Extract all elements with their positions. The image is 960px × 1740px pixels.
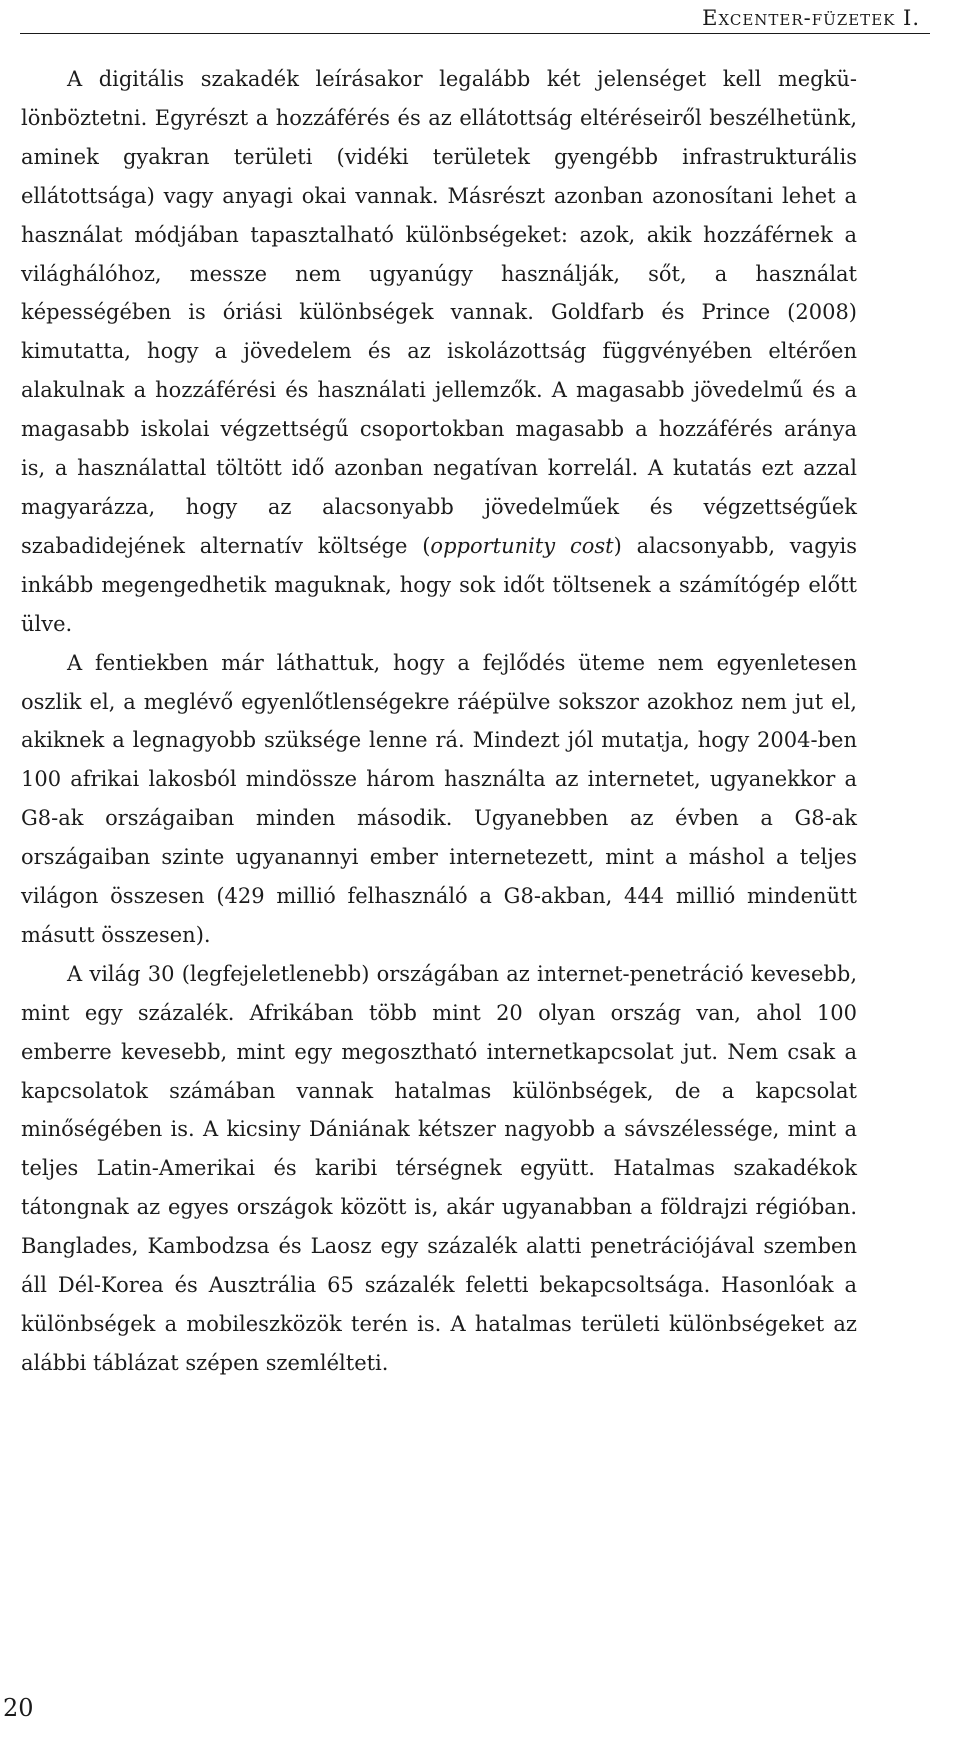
header-rule xyxy=(20,33,930,34)
page-number: 20 xyxy=(3,1694,34,1722)
running-head-title: Excenter-füzetek I. xyxy=(702,6,920,30)
body-text xyxy=(21,60,857,1383)
paragraph-3: A világ 30 (legfejeletlenebb) országában az internet-penetráció kevesebb, mint egy százalék. Afrikában több mint 20 olyan ország van, ahol 100 emberre kevesebb, mint egy megosztható internetkapcsolat jut. Nem csak a kapcsolatok számában vannak hatalmas különbségek, de a kapcsolat minőségében is. A kicsiny Dániának kétszer nagyobb a sávszélessége, mint a teljes Latin-Amerikai és karibi térségnek együtt. Hatalmas szakadékok tátongnak az egyes országok között is, akár ugyanabban a földrajzi régióban. Banglades, Kambodzsa és Laosz egy százalék alatti penetrációjával szemben áll Dél-Korea és Ausztrália 65 százalék feletti bekapcsoltsága. Hasonlóak a különbségek a mobileszközök terén is. A hatalmas területi különbségeket az alábbi táblázat szépen szemlélteti. xyxy=(21,961,857,1375)
paragraph-2: A fentiekben már láthattuk, hogy a fejlődés üteme nem egyenletesen oszlik el, a meglévő egyenlőtlenségekre ráépülve sokszor azokhoz nem jut el, akiknek a legnagyobb szüksége lenne rá. Mindezt jól mutatja, hogy 2004-ben 100 afrikai lakosból mindössze három használta az internetet, ugyanekkor a G8-ak országaiban minden második. Ugyanebben az évben a G8-ak országaiban szinte ugyanannyi ember internetezett, mint a máshol a teljes világon összesen (429 millió felhasználó a G8-akban, 444 millió mindenütt másutt összesen). xyxy=(21,650,857,947)
paragraph-1 xyxy=(21,60,857,644)
italic-term: opportunity cost xyxy=(430,533,614,558)
paragraph-1-text-end: ) alacsonyabb, vagyis inkább megengedhetik maguknak, hogy sok időt töltsenek a számítógép előtt ülve. xyxy=(21,533,857,636)
paragraph-1-text-start: A digitális szakadék leírásakor legalább két jelenséget kell megkülönböztetni. Egyrészt a hozzáférés és az ellátottság eltéréseiről beszélhetünk, aminek gyakran területi (vidéki területek gyengébb infrastrukturális ellátottsága) vagy anyagi okai vannak. Másrészt azonban azonosítani lehet a használat módjában tapasztalható különbségeket: azok, akik hozzáférnek a világhálóhoz, messze nem ugyanúgy használják, sőt, a használat képességében is óriási különbségek vannak. Goldfarb és Prince (2008) kimutatta, hogy a jövedelem és az iskolázottság függvényében eltérően alakulnak a hozzáférési és használati jellemzők. A magasabb jövedelmű és a magasabb iskolai végzettségű csoportokban magasabb a hozzáférés aránya is, a használattal töltött idő azonban negatívan korrelál. A kutatás ezt azzal magyarázza, hogy az alacsonyabb jövedelműek és végzettségűek szabadidejének alternatív költsége ( xyxy=(21,67,857,558)
